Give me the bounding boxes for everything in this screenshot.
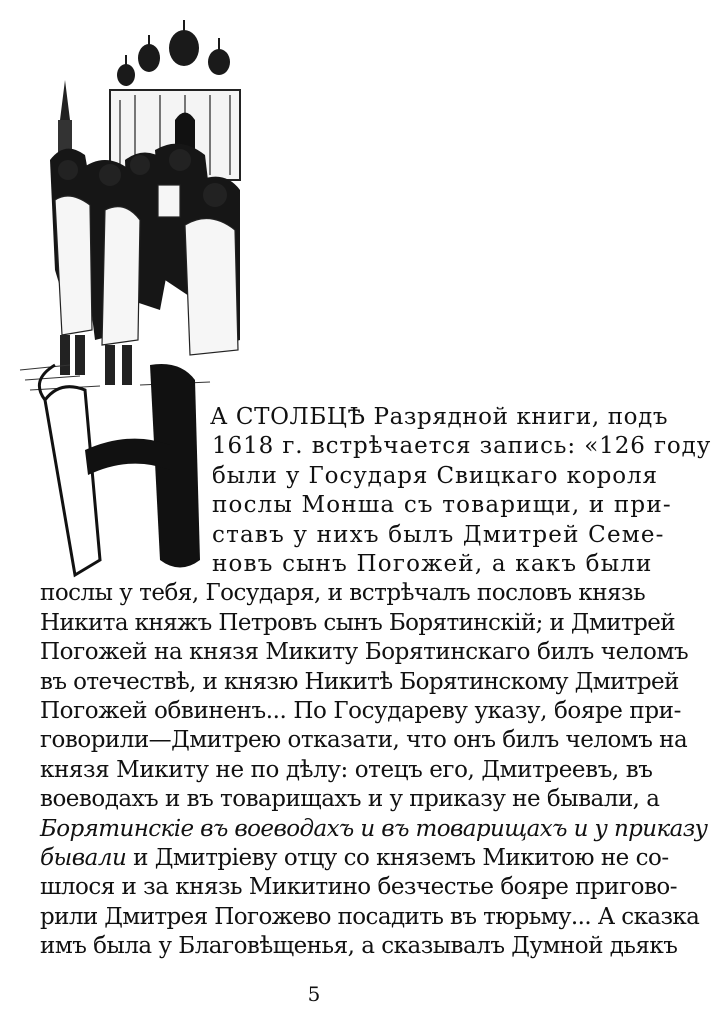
text-line: ставъ у нихъ былъ Дмитрей Семе-: [212, 521, 665, 548]
text-line: послы у тебя, Государя, и встрѣчалъ пословъ князь: [40, 580, 646, 607]
text-line: послы Монша съ товарищи, и при-: [212, 492, 672, 519]
text-line: имъ была у Благовѣщенья, а сказывалъ Думной дьякъ: [40, 933, 678, 960]
drop-cap-initial: [30, 360, 210, 580]
text-line: воеводахъ и въ товарищахъ и у приказу не бывали, а: [40, 786, 660, 813]
text-line: новъ сынъ Погожей, а какъ были: [212, 551, 653, 577]
text-line: были у Государя Свицкаго короля: [212, 462, 658, 489]
italic-word: бывали: [40, 845, 127, 871]
text-line: 1618 г. встрѣчается запись: «126 году: [212, 433, 711, 460]
text-line: говорили—Дмитрею отказати, что онъ билъ челомъ на: [40, 727, 688, 754]
text-line: въ отечествѣ, и князю Никитѣ Борятинскому Дмитрей: [40, 668, 679, 695]
text-run: и Дмитріеву отцу со княземъ Микитою не со-: [126, 845, 669, 871]
text-line: А СТОЛБЦѢ Разрядной книги, подъ: [210, 404, 669, 430]
text-line: шлося и за князь Микитино безчестье бояре пригово-: [40, 874, 678, 901]
text-line: Погожей на князя Микиту Борятинскаго билъ челомъ: [40, 639, 689, 666]
page-number: 5: [307, 982, 321, 1006]
text-line: Погожей обвиненъ... По Государеву указу, бояре при-: [40, 698, 681, 724]
text-line: рили Дмитрея Погожево посадить въ тюрьму... А сказка: [40, 903, 700, 930]
text-line-italic: Борятинскіе въ воеводахъ и въ товарищахъ и у приказу: [40, 815, 708, 842]
text-line: Никита княжъ Петровъ сынъ Борятинскій; и Дмитрей: [40, 609, 675, 636]
engraving-illustration: [10, 10, 240, 410]
letter-n-ornament: [30, 360, 210, 580]
cathedral-crowd-engraving: [10, 10, 240, 410]
text-line: князя Микиту не по дѣлу: отецъ его, Дмитреевъ, въ: [40, 756, 653, 783]
text-line-mixed: [40, 843, 669, 873]
